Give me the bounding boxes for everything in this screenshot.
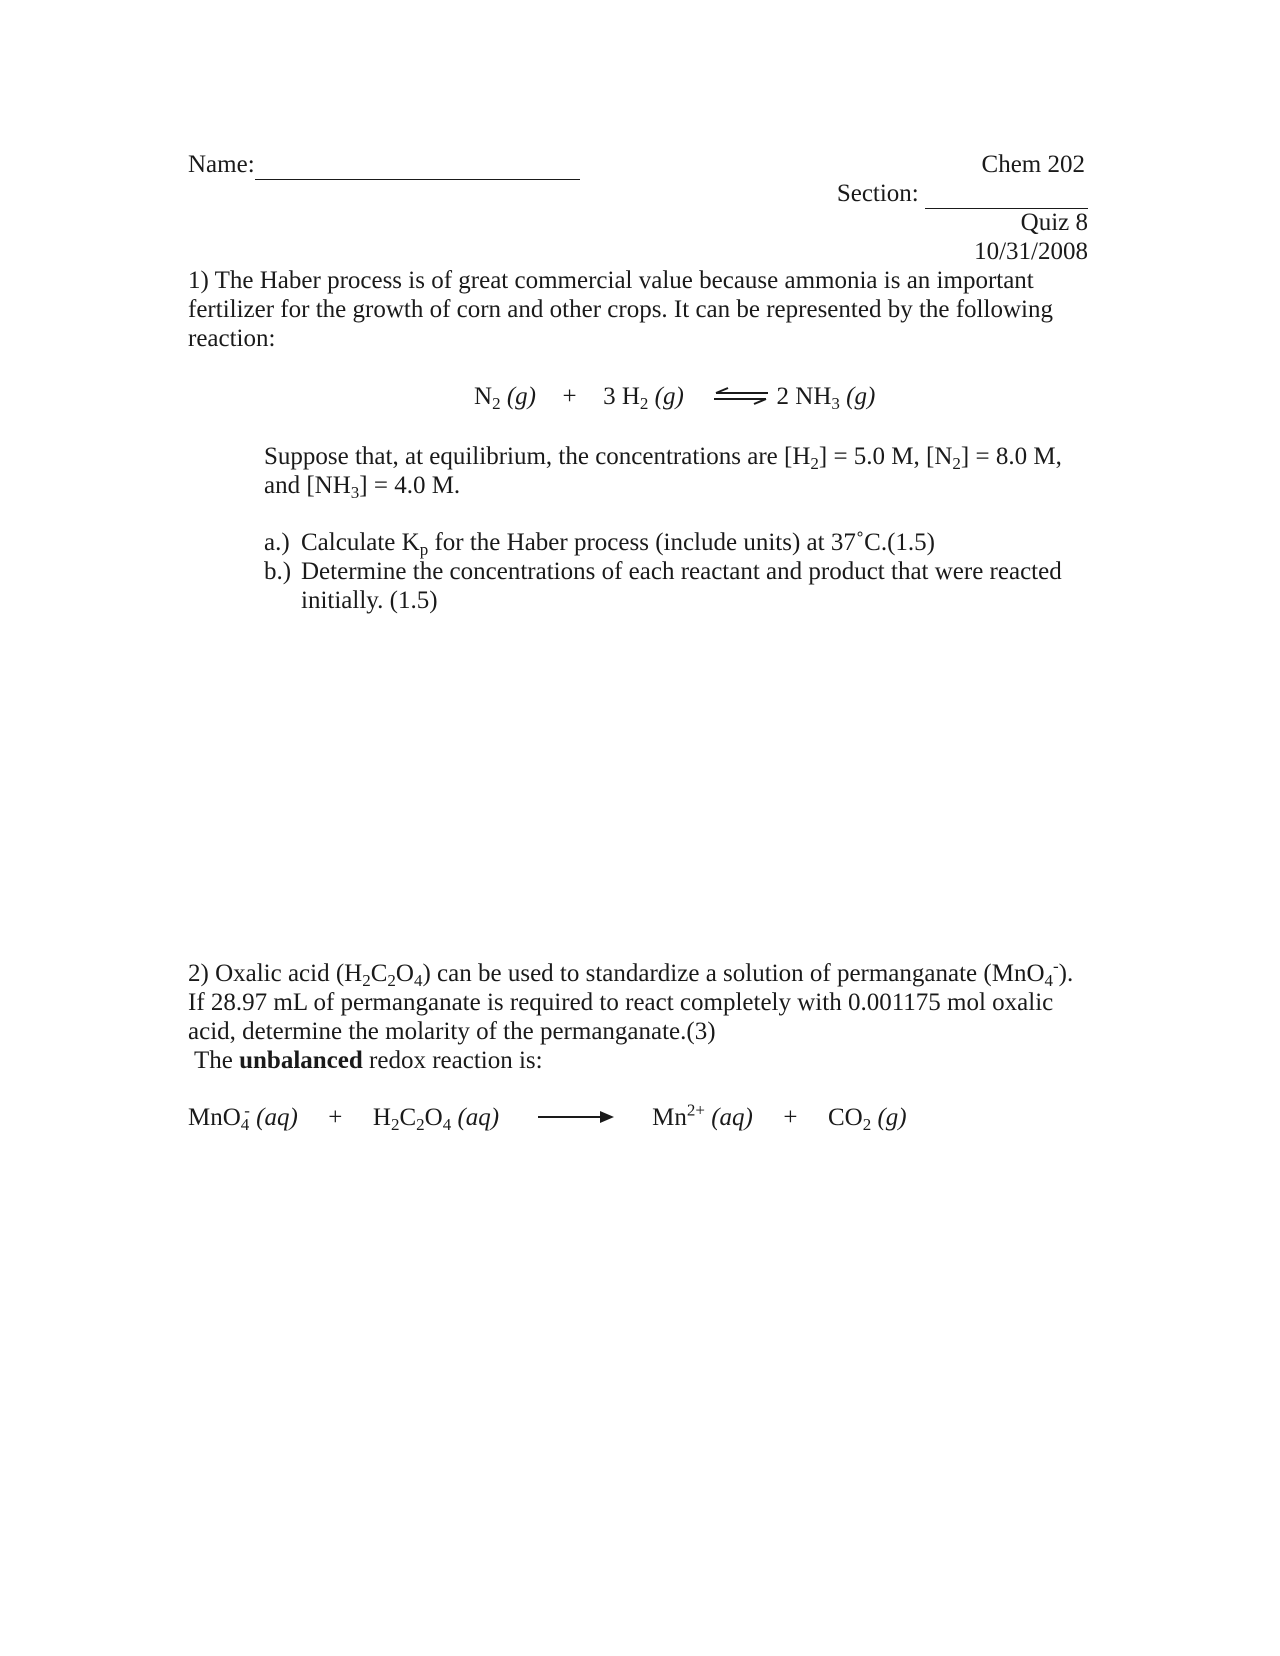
part-a-label: a.) xyxy=(264,529,290,556)
part-b-text: Determine the concentrations of each reactant and product that were reacted initially. (1.5) xyxy=(301,558,1062,614)
redox-equation xyxy=(188,1100,907,1134)
q1-intro: 1) The Haber process is of great commercial value because ammonia is an important fertilizer for the growth of corn and other crops. It can be represented by the following reaction: xyxy=(188,267,1053,352)
product-co2: $CO_2$ (g) xyxy=(827,1104,907,1134)
reactant-n2: $N_2$ (g) xyxy=(474,383,536,413)
product-nh3: 2 $NH_3$ (g) xyxy=(776,383,876,413)
q2-line1: 2) Oxalic acid $(H_2C_2O_4)$ can be used to standardize a solution of permanganate (MnO$_4$-). xyxy=(188,956,1074,990)
reactant-mno4: MnO$_4$- (aq) xyxy=(188,1100,298,1134)
q2-line3: acid, determine the molarity of the permanganate.(3) xyxy=(188,1018,716,1045)
q2-line4: The unbalanced redox reaction is: xyxy=(194,1047,543,1074)
section-label: Section: xyxy=(836,180,919,207)
haber-equation xyxy=(474,382,875,411)
reactant-h2: 3 $H_2$ (g) xyxy=(603,383,684,413)
plus-sign-1: + xyxy=(328,1104,343,1131)
q1-part-b xyxy=(264,557,1084,615)
name-label: Name: xyxy=(188,151,255,178)
unbalanced-emphasis: unbalanced xyxy=(239,1047,363,1074)
plus-sign-2: + xyxy=(783,1104,798,1131)
section-field[interactable] xyxy=(837,179,1088,209)
section-blank-line[interactable] xyxy=(925,179,1088,209)
name-field[interactable] xyxy=(188,150,580,180)
part-b-label: b.) xyxy=(264,558,292,585)
q1-given-line1: Suppose that, at equilibrium, the concentrations are $[H_2] = 5.0$ M, $[N_2] = 8.0$ M, xyxy=(264,443,1062,473)
plus-sign: + xyxy=(562,383,577,410)
quiz-number: Quiz 8 xyxy=(1020,209,1088,236)
name-blank-line[interactable] xyxy=(255,150,580,180)
part-a-text: Calculate $K_p$ for the Haber process (include units) at 37˚C.(1.5) xyxy=(301,529,935,559)
q2-line2: If 28.97 mL of permanganate is required to react completely with 0.001175 mol oxalic xyxy=(188,989,1054,1016)
quiz-date: 10/31/2008 xyxy=(974,238,1088,265)
reaction-arrow-icon xyxy=(536,1107,616,1127)
reactant-h2c2o4: $H_2C_2O_4$ (aq) xyxy=(372,1104,500,1134)
q1-given-line2: and $[NH_3] = 4.0$ M. xyxy=(264,472,461,502)
q1-part-a xyxy=(264,528,1084,557)
course-label: Chem 202 xyxy=(981,151,1085,178)
product-mn2: $Mn^{2+}$ (aq) xyxy=(652,1100,753,1131)
equilibrium-arrow-icon xyxy=(712,385,770,407)
